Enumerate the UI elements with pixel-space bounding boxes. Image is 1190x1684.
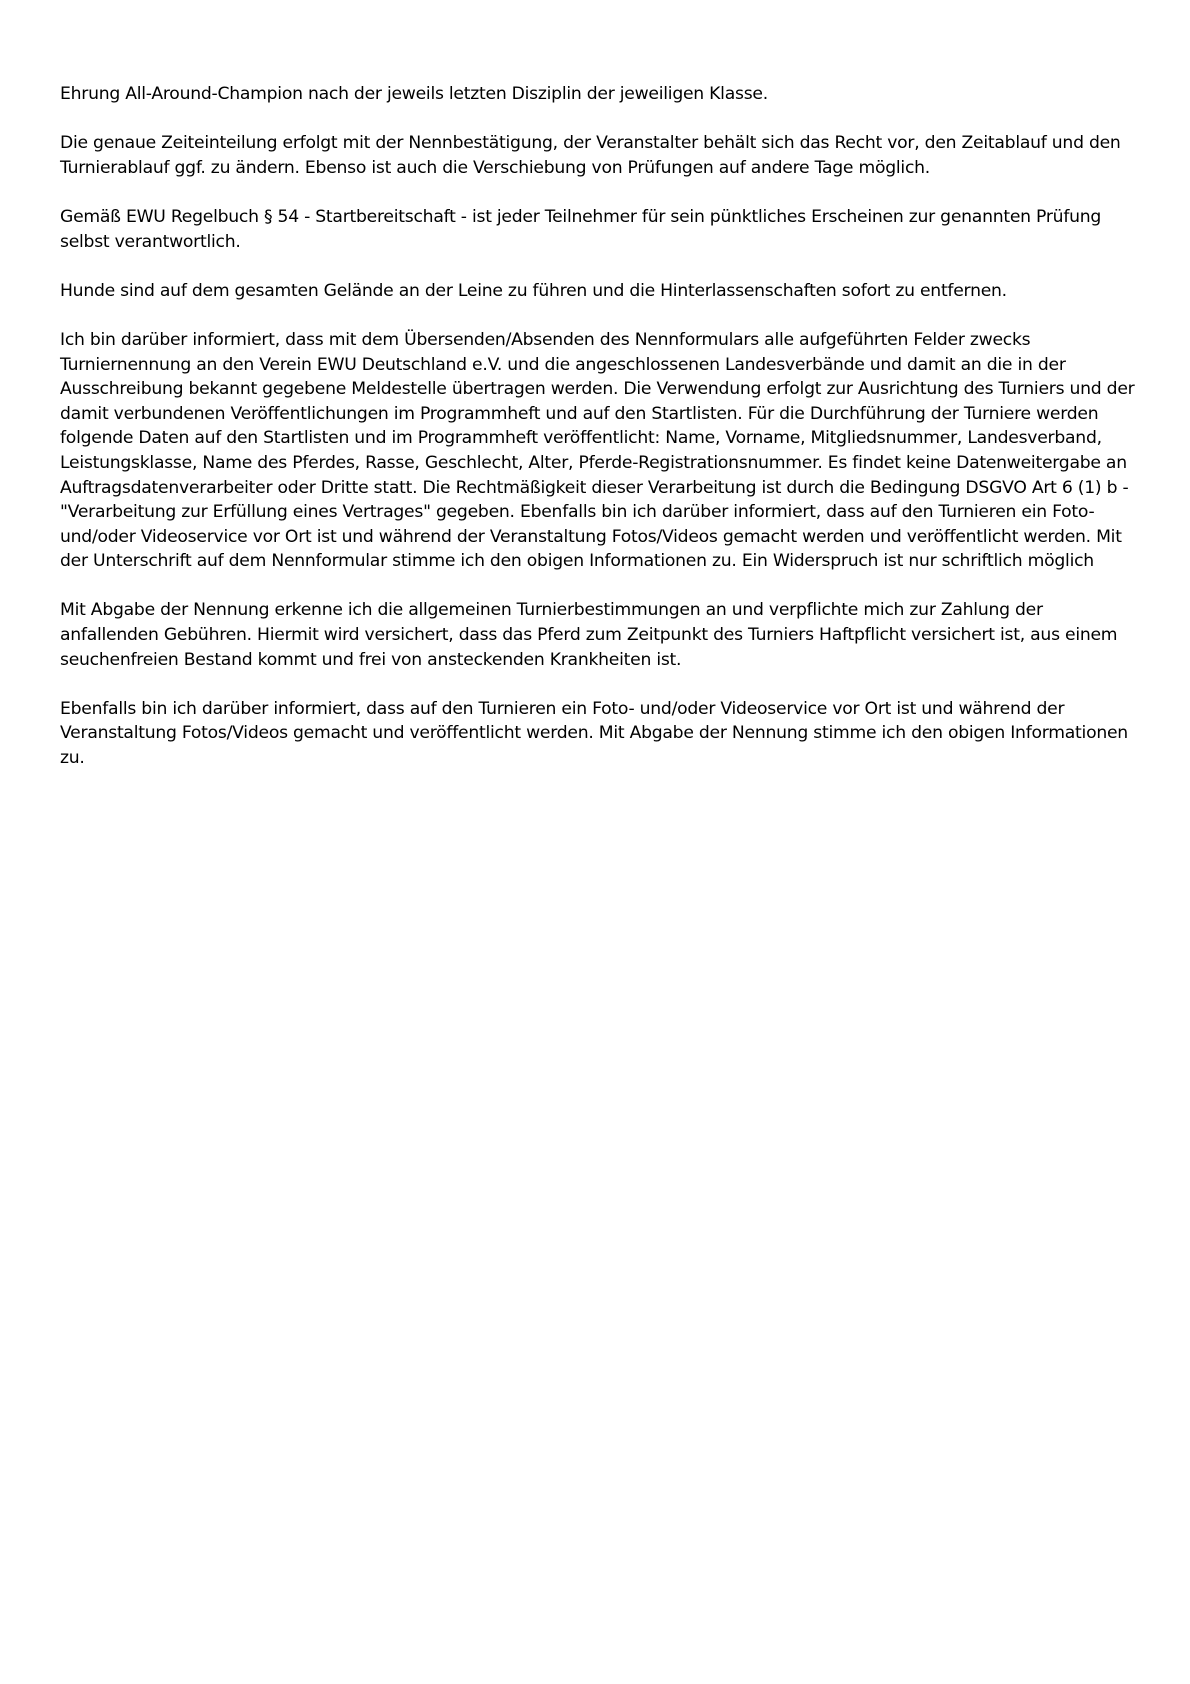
paragraph-entry-terms: Mit Abgabe der Nennung erkenne ich die allgemeinen Turnierbestimmungen an und verpflichte mich zur Zahlung der anfallenden Gebühren. Hiermit wird versichert, dass das Pferd zum Zeitpunkt des Turniers Haftpflicht versichert ist, aus einem seuchenfreien Bestand kommt und frei von ansteckenden Krankheiten ist. [60,600,1118,670]
paragraph-start-readiness: Gemäß EWU Regelbuch § 54 - Startbereitschaft - ist jeder Teilnehmer für sein pünktliches Erscheinen zur genannten Prüfung selbst verantwortlich. [60,206,1102,252]
paragraph-schedule: Die genaue Zeiteinteilung erfolgt mit der Nennbestätigung, der Veranstalter behält sich das Recht vor, den Zeitablauf und den Turnierablauf ggf. zu ändern. Ebenso ist auch die Verschiebung von Prüfungen auf andere Tage möglich. [60,133,1121,178]
paragraph-dogs: Hunde sind auf dem gesamten Gelände an der Leine zu führen und die Hinterlassenschaften sofort zu entfernen. [60,280,1007,301]
paragraph-data-privacy: Ich bin darüber informiert, dass mit dem Übersenden/Absenden des Nennformulars alle aufgeführten Felder zwecks Turniernennung an den Verein EWU Deutschland e.V. und die angeschlossenen Landesverbände und damit an die in der Ausschreibung bekannt gegebene Meldestelle übertragen werden. Die Verwendung erfolgt zur Ausrichtung des Turniers und der damit verbundenen Veröffentlichungen im Programmheft und auf den Startlisten. Für die Durchführung der Turniere werden folgende Daten auf den Startlisten und im Programmheft veröffentlicht: Name, Vorname, Mitgliedsnummer, Landesverband, Leistungsklasse, Name des Pferdes, Rasse, Geschlecht, Alter, Pferde-Registrationsnummer. Es findet keine Datenweitergabe an Auftragsdatenverarbeiter oder Dritte statt. Die Rechtmäßigkeit dieser Verarbeitung ist durch die Bedingung DSGVO Art 6 (1) b - "Verarbeitung zur Erfüllung eines Vertrages" gegeben. Ebenfalls bin ich darüber informiert, dass auf den Turnieren ein Foto- und/oder Videoservice vor Ort ist und während der Veranstaltung Fotos/Videos gemacht werden und veröffentlicht werden. Mit der Unterschrift auf dem Nennformular stimme ich den obigen Informationen zu. Ein Widerspruch ist nur schriftlich möglich [60,329,1135,572]
document-page [60,82,1140,795]
paragraph-photo-video: Ebenfalls bin ich darüber informiert, dass auf den Turnieren ein Foto- und/oder Videoservice vor Ort ist und während der Veranstaltung Fotos/Videos gemacht und veröffentlicht werden. Mit Abgabe der Nennung stimme ich den obigen Informationen zu. [60,698,1128,769]
paragraph-awards: Ehrung All-Around-Champion nach der jeweils letzten Disziplin der jeweiligen Klasse. [60,84,768,104]
